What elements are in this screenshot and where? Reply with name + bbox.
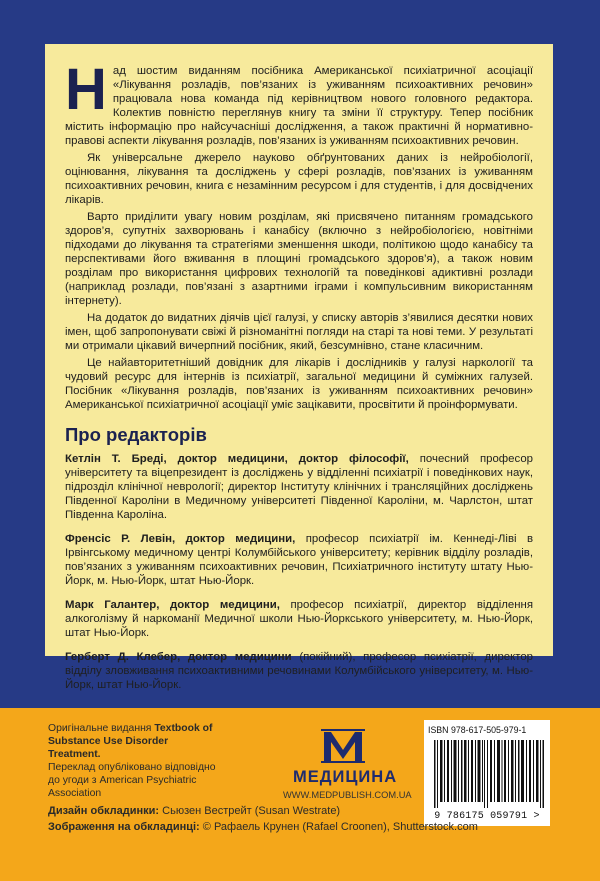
publisher-block <box>283 728 412 800</box>
original-prefix: Оригінальне видання <box>48 723 155 734</box>
publisher-name: МЕДИЦИНА <box>293 768 398 786</box>
editor-3-desc: професор психіатрії, директор відділення алкоголізму й наркоманії Медичної школи Нью-Йоркського університету, м. Нью-Йорк, штат Нью-Йорк. <box>65 599 533 639</box>
intro-text-1: ад шостим виданням посібника Американської психіатричної асоціації «Лікування розладів, пов’язаних із уживанням психоактивних речовин» працювала нова команда під керівництвом нового головного редактора. Колектив повністю переглянув книгу та зміни її структуру. Тепер посібник містить інформацію про найсучасніші дослідження, а також практичні й нормативно-правові аспекти лікування розладів, пов’язаних із уживанням психоактивних речовин. <box>65 65 533 147</box>
bottom-band <box>0 708 600 881</box>
original-edition-note <box>48 722 218 800</box>
intro-paragraph-3: Варто приділити увагу новим розділам, які присвячено питанням громадського здоров’я, супутніх захворювань і канабісу (включно з нейробіологією, новітніми підходами до лікування та стратегіями зменшення шкоди, політикою щодо канабісу та перспективами його вживання в площині громадського здоров’я), а також новим розділам про використання цифрових технологій та поведінкові адиктивні розлади (наприклад розлади, пов’язані з азартними іграми і компульсивним використанням інтернету). <box>65 211 533 307</box>
editor-1-name: Кетлін Т. Бреді, доктор медицини, доктор філософії, <box>65 453 409 465</box>
intro-paragraph-2: Як універсальне джерело науково обґрунтованих даних із нейробіології, оцінювання, лікування та досліджень у сфері розладів, пов’язаних із уживанням психоактивних речовин, книга є незамінним ресурсом і для студентів, і для досвідчених лікарів. <box>65 152 533 206</box>
editor-2-desc: професор психіатрії ім. Кеннеді-Ліві в Ірвінгському медичному центрі Колумбійського університету; керівник відділу розладів, пов’язаних з уживанням психоактивних речовин, Психіатричного інституту штату Нью-Йорк, м. Нью-Йорк, штат Нью-Йорк. <box>65 533 533 587</box>
editor-4 <box>65 650 533 692</box>
editor-4-desc: (покійний), професор психіатрії, директор відділу зловживання психоактивними речовинами Колумбійського університету, м. Нью-Йорк, штат Нью-Йорк. <box>65 651 534 691</box>
editor-3-name: Марк Галантер, доктор медицини, <box>65 599 280 611</box>
editors-heading: Про редакторів <box>65 424 207 445</box>
editor-2-name: Френсіс Р. Левін, доктор медицини, <box>65 533 296 545</box>
design-credit-label: Дизайн обкладинки: <box>48 805 160 817</box>
editor-1 <box>65 452 533 522</box>
intro-paragraph-1 <box>65 57 533 148</box>
images-credit-value: © Рафаель Крунен (Rafael Croonen), Shutterstock.com <box>199 821 478 833</box>
design-credit <box>48 803 478 819</box>
publisher-url[interactable]: WWW.MEDPUBLISH.COM.UA <box>283 790 412 800</box>
intro-paragraph-5: Це найавторитетніший довідник для лікарів і дослідників у галузі наркології та чудовий ресурс для інтернів із психіатрії, загальної медицини й суміжних галузей. Посібник «Лікування розладів, пов’язаних із уживанням психоактивних речовин» Американської психіатричної асоціації уміє зацікавити, просвітити й проінформувати. <box>65 357 533 411</box>
barcode-icon <box>434 740 544 808</box>
isbn-label: ISBN 978-617-505-979-1 <box>428 725 527 735</box>
publisher-logo-icon <box>321 728 365 764</box>
editor-3 <box>65 598 533 640</box>
cover-credits <box>48 803 478 835</box>
design-credit-value: Сьюзен Вестрейт (Susan Westrate) <box>159 805 341 817</box>
editor-4-name: Герберт Д. Клебер, доктор медицини <box>65 651 292 663</box>
editor-1-desc: почесний професор університету та віцепрезидент із досліджень у відділенні психіатрії і поведінкових наук, підрозділ клінічної неврології; директор Інституту клінічних і трансляційних досліджень Південної Кароліни в Медичному університеті Південної Кароліни, м. Чарлстон, штат Південна Кароліна. <box>65 453 533 521</box>
drop-cap: Н <box>65 57 107 122</box>
images-credit-label: Зображення на обкладинці: <box>48 821 200 833</box>
barcode-number: 9 786175 059791 > <box>434 811 540 822</box>
images-credit <box>48 819 478 835</box>
editor-2 <box>65 532 533 588</box>
translation-note: Переклад опубліковано відповідно до угоди з American Psychiatric Association <box>48 762 216 799</box>
original-title: Textbook of Substance Use Disorder Treatment. <box>48 723 213 760</box>
text-panel <box>45 44 553 691</box>
intro-paragraph-4: На додаток до видатних діячів цієї галузі, у списку авторів з’явилися десятки нових імен, щоб запропонувати свіжі й різноманітні погляди на старі та нові теми. У результаті ми отримали цікавий вичерпний посібник, який, безсумнівно, стане класичним. <box>65 312 533 352</box>
